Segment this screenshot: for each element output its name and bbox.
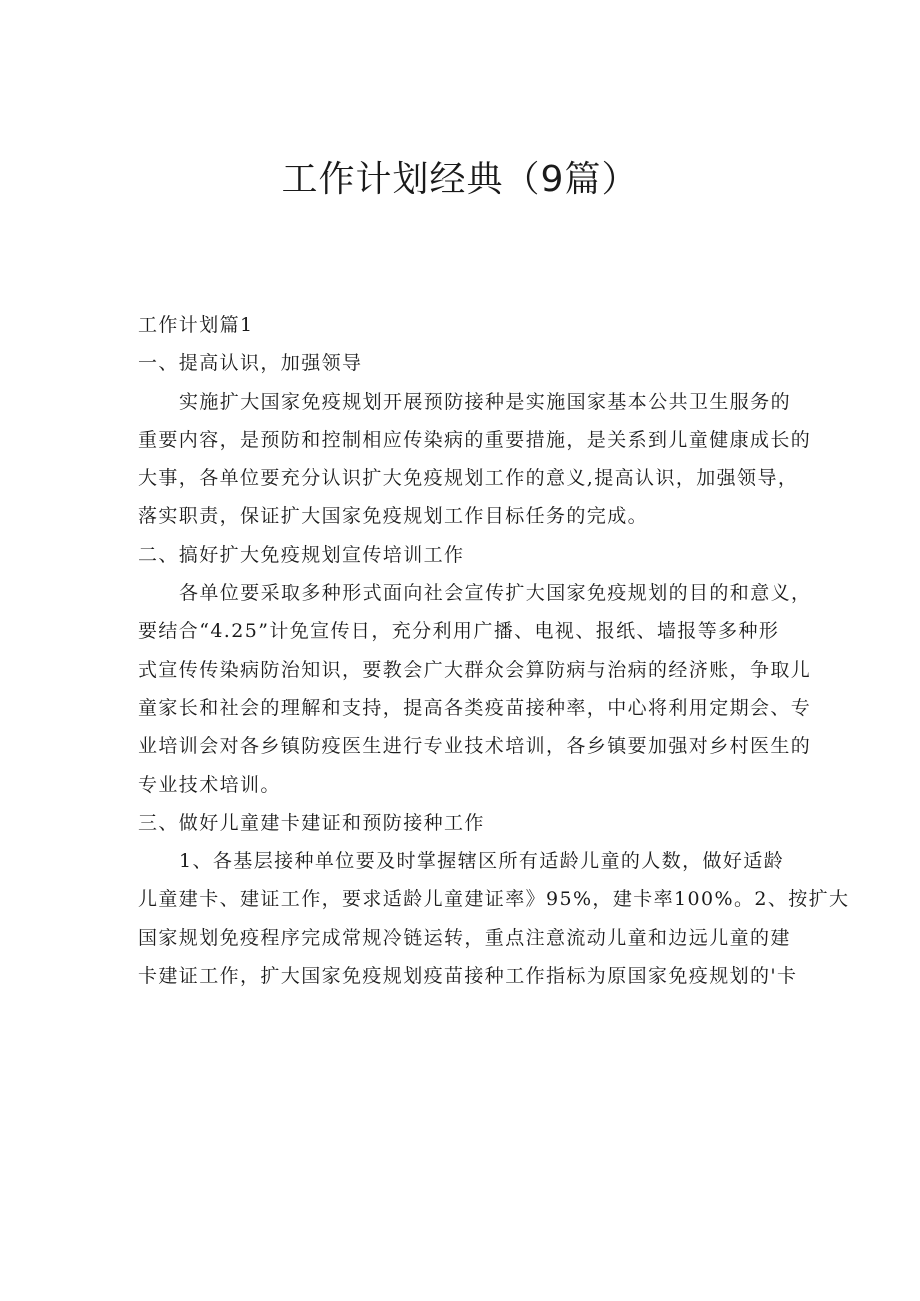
paragraph-1: 实施扩大国家免疫规划开展预防接种是实施国家基本公共卫生服务的 重要内容，是预防和控制相应传染病的重要措施，是关系到儿童健康成长的 大事，各单位要充分认识扩大免疫规划工作的意义,提高认识，加强领导， 落实职责，保证扩大国家免疫规划工作目标任务的完成。 bbox=[138, 390, 812, 528]
document-title: 工作计划经典（9篇） bbox=[281, 159, 639, 200]
document-body bbox=[138, 306, 850, 995]
subheading-3: 三、做好儿童建卡建证和预防接种工作 bbox=[138, 811, 485, 834]
paragraph-2: 各单位要采取多种形式面向社会宣传扩大国家免疫规划的目的和意义， 要结合“4.25”计免宣传日，充分利用广播、电视、报纸、墙报等多种形 式宣传传染病防治知识，要教会广大群众会算防病与治病的经济账，争取儿 童家长和社会的理解和支持，提高各类疫苗接种率，中心将利用定期会、专 业培训会对各乡镇防疫医生进行专业技术培训，各乡镇要加强对乡村医生的 专业技术培训。 bbox=[138, 582, 812, 796]
section-heading: 工作计划篇1 bbox=[138, 314, 254, 336]
subheading-2: 二、搞好扩大免疫规划宣传培训工作 bbox=[138, 543, 465, 566]
paragraph-3: 1、各基层接种单位要及时掌握辖区所有适龄儿童的人数，做好适龄 儿童建卡、建证工作，要求适龄儿童建证率》95%，建卡率100%。2、按扩大 国家规划免疫程序完成常规冷链运转，重点注意流动儿童和边远儿童的建 卡建证工作，扩大国家免疫规划疫苗接种工作指标为原国家免疫规划的'卡 bbox=[138, 850, 850, 988]
subheading-1: 一、提高认识，加强领导 bbox=[138, 352, 363, 375]
